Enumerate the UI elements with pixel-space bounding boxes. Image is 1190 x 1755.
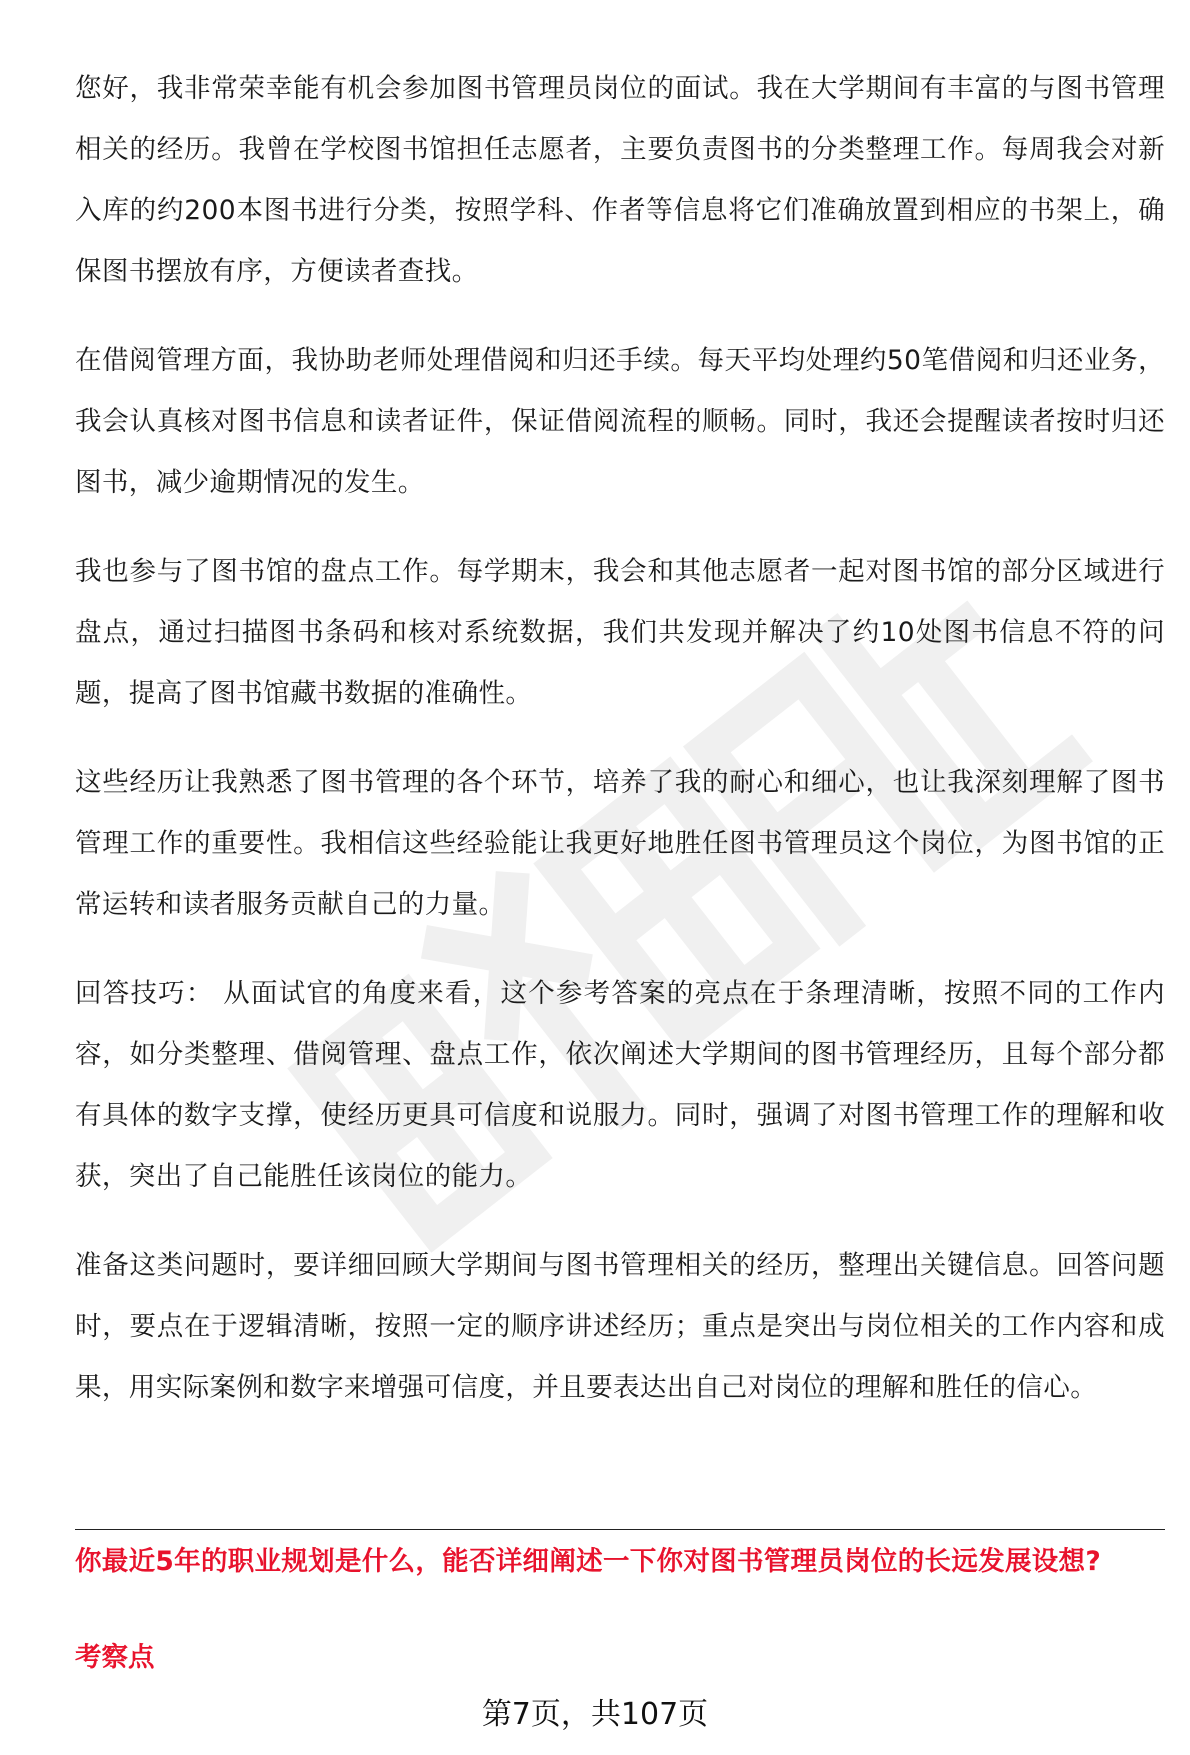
answer-tips-paragraph: 回答技巧： 从面试官的角度来看，这个参考答案的亮点在于条理清晰，按照不同的工作内容，如分类整理、借阅管理、盘点工作，依次阐述大学期间的图书管理经历，且每个部分都有具体的数字支撑，使经历更具可信度和说服力。同时，强调了对图书管理工作的理解和收获，突出了自己能胜任该岗位的能力。 — [75, 978, 1165, 1192]
page-number-footer: 第7页，共107页 — [481, 1697, 709, 1732]
answer-paragraph-1: 您好，我非常荣幸能有机会参加图书管理员岗位的面试。我在大学期间有丰富的与图书管理相关的经历。我曾在学校图书馆担任志愿者，主要负责图书的分类整理工作。每周我会对新入库的约200本图书进行分类，按照学科、作者等信息将它们准确放置到相应的书架上，确保图书摆放有序，方便读者查找。 — [75, 73, 1165, 287]
answer-paragraph-4: 这些经历让我熟悉了图书管理的各个环节，培养了我的耐心和细心，也让我深刻理解了图书管理工作的重要性。我相信这些经验能让我更好地胜任图书管理员这个岗位，为图书馆的正常运转和读者服务贡献自己的力量。 — [75, 767, 1165, 920]
answer-paragraph-3: 我也参与了图书馆的盘点工作。每学期末，我会和其他志愿者一起对图书馆的部分区域进行盘点，通过扫描图书条码和核对系统数据，我们共发现并解决了约10处图书信息不符的问题，提高了图书馆藏书数据的准确性。 — [75, 556, 1165, 709]
next-question-title: 你最近5年的职业规划是什么，能否详细阐述一下你对图书管理员岗位的长远发展设想? — [75, 1546, 1102, 1577]
section-heading: 考察点 — [75, 1642, 155, 1673]
section-divider — [75, 1529, 1165, 1530]
document-body — [75, 58, 1165, 1446]
answer-paragraph-2: 在借阅管理方面，我协助老师处理借阅和归还手续。每天平均处理约50笔借阅和归还业务，我会认真核对图书信息和读者证件，保证借阅流程的顺畅。同时，我还会提醒读者按时归还图书，减少逾期情况的发生。 — [75, 345, 1165, 498]
preparation-paragraph: 准备这类问题时，要详细回顾大学期间与图书管理相关的经历，整理出关键信息。回答问题时，要点在于逻辑清晰，按照一定的顺序讲述经历；重点是突出与岗位相关的工作内容和成果，用实际案例和数字来增强可信度，并且要表达出自己对岗位的理解和胜任的信心。 — [75, 1250, 1165, 1403]
